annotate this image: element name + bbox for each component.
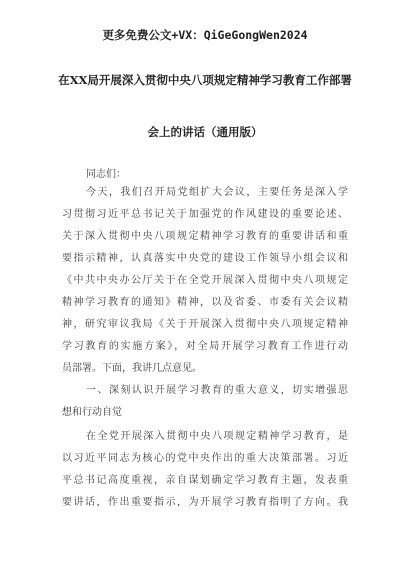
body-line: 以习近平同志为核心的党中央作出的重大决策部署。习近: [62, 453, 348, 464]
body-line: 平总书记高度重视，亲自谋划确定学习教育主题，发表重: [62, 475, 348, 486]
body-line: 习贯彻习近平总书记关于加强党的作风建设的重要论述、: [62, 209, 348, 220]
body-line: 关于深入贯彻中央八项规定精神学习教育的重要讲话和重: [62, 231, 348, 242]
body-line: 精神学习教育的通知》精神，以及省委、市委有关会议精: [62, 297, 348, 308]
section-heading-line: 想和行动自觉: [62, 407, 122, 418]
salutation: 同志们：: [86, 169, 126, 180]
body-line: 在全党开展深入贯彻中央八项规定精神学习教育，是: [86, 431, 348, 442]
body-line: 《中共中央办公厅关于在全党开展深入贯彻中央八项规定: [62, 275, 348, 286]
document-subtitle: 会上的讲话（通用版）: [147, 125, 263, 139]
section-heading-line: 一、深刻认识开展学习教育的重大意义，切实增强思: [86, 385, 348, 396]
body-line: 员部署。下面，我讲几点意见。: [62, 363, 202, 374]
body-line: 学习教育的实施方案》，对全局开展学习教育工作进行动: [62, 341, 348, 352]
body-line: 要指示精神，认真落实中央党的建设工作领导小组会议和: [62, 253, 348, 264]
body-line: 要讲话，作出重要指示，为开展学习教育指明了方向。我: [62, 497, 348, 508]
body-line: 神，研究审议我局《关于开展深入贯彻中央八项规定精神: [62, 319, 348, 330]
body-line: 今天，我们召开局党组扩大会议，主要任务是深入学: [86, 187, 348, 198]
promo-header: 更多免费公文+VX：QiGeGongWen2024: [102, 28, 308, 42]
document-title: 在XX局开展深入贯彻中央八项规定精神学习教育工作部署: [58, 73, 352, 87]
